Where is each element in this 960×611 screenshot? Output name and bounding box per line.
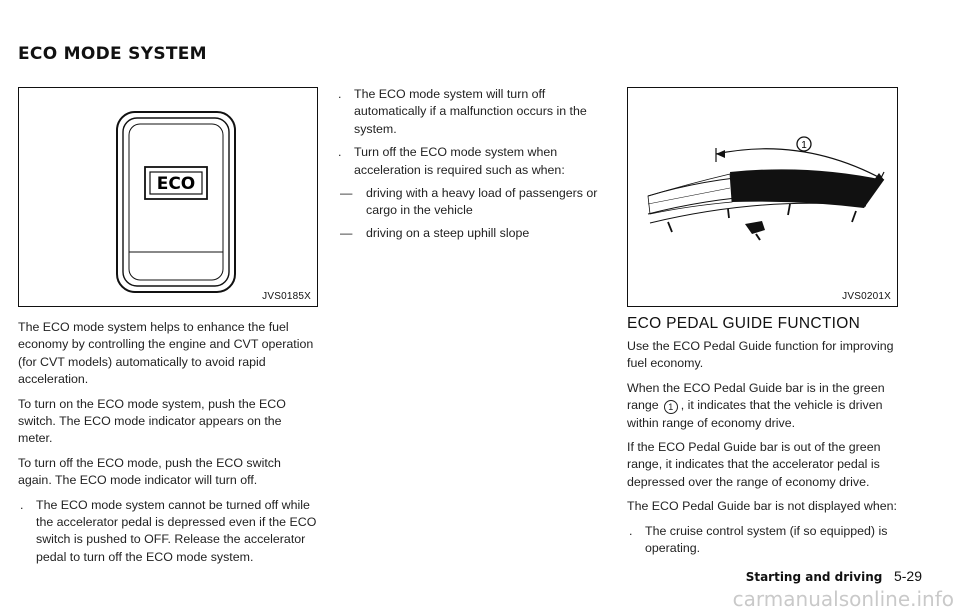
- paragraph: The ECO mode system helps to enhance the fuel economy by controlling the engine and CVT operation (for CVT models) automatically to avoid rapid acceleration.: [18, 320, 314, 387]
- eco-switch-label: ECO: [156, 174, 196, 194]
- list-item: [18, 497, 318, 567]
- marker-1-icon: 1: [664, 400, 678, 414]
- bullet-icon: .: [20, 497, 24, 512]
- dash-icon: —: [340, 225, 353, 240]
- paragraph: [627, 380, 899, 432]
- section-title: ECO MODE SYSTEM: [18, 44, 207, 64]
- watermark: carmanualsonline.info: [732, 587, 954, 611]
- dash-icon: —: [340, 186, 353, 201]
- subsection-heading: ECO PEDAL GUIDE FUNCTION: [627, 315, 861, 332]
- paragraph: If the ECO Pedal Guide bar is out of the green range, it indicates that the accelerator pedal is depressed over the range of economy drive.: [627, 440, 881, 489]
- sub-list-item-text: driving on a steep uphill slope: [366, 225, 530, 240]
- paragraph: To turn on the ECO mode system, push the ECO switch. The ECO mode indicator appears on the meter.: [18, 396, 286, 446]
- page-footer: [746, 568, 922, 584]
- footer-section: Starting and driving: [745, 570, 883, 584]
- bullet-icon: .: [338, 87, 342, 101]
- pedal-icon: [745, 221, 765, 234]
- sub-list-item: [336, 185, 612, 220]
- bullet-icon: .: [338, 145, 342, 160]
- eco-pedal-guide-illustration: [628, 88, 896, 305]
- sub-list-item: [336, 225, 612, 242]
- paragraph: To turn off the ECO mode, push the ECO switch again. The ECO mode indicator will turn off.: [18, 455, 281, 488]
- figure-code: JVS0201X: [842, 291, 891, 302]
- list-item-text: Turn off the ECO mode system when acceleration is required such as when:: [354, 145, 565, 177]
- paragraph: Use the ECO Pedal Guide function for improving fuel economy.: [627, 339, 894, 371]
- list-item-text: The ECO mode system will turn off automatically if a malfunction occurs in the system.: [354, 87, 587, 136]
- list-item: [336, 86, 612, 138]
- column-3: [627, 338, 899, 563]
- paragraph: The ECO Pedal Guide bar is not displayed when:: [627, 499, 897, 514]
- marker-1-label: 1: [801, 140, 807, 151]
- page-number: 5-29: [893, 568, 922, 584]
- list-item-text: The ECO mode system cannot be turned off while the accelerator pedal is depressed even if the ECO switch is pushed to OFF. Release the accelerator pedal to turn off the ECO mode system.: [36, 497, 317, 564]
- list-item-text: The cruise control system (if so equipped) is operating.: [645, 523, 888, 556]
- list-item: [627, 523, 899, 558]
- paragraph-text: When the ECO Pedal Guide bar is in the green range: [627, 380, 885, 413]
- figure-code: JVS0185X: [262, 291, 311, 302]
- column-1: [18, 319, 318, 572]
- sub-list-item-text: driving with a heavy load of passengers or cargo in the vehicle: [366, 186, 598, 218]
- paragraph-text: , it indicates that the vehicle is driven within range of economy drive.: [627, 398, 883, 430]
- bullet-icon: .: [629, 523, 633, 538]
- column-2: [336, 86, 612, 247]
- eco-switch-figure: [18, 87, 318, 307]
- eco-switch-illustration: [19, 88, 316, 305]
- eco-pedal-guide-figure: [627, 87, 898, 307]
- list-item: [336, 144, 612, 179]
